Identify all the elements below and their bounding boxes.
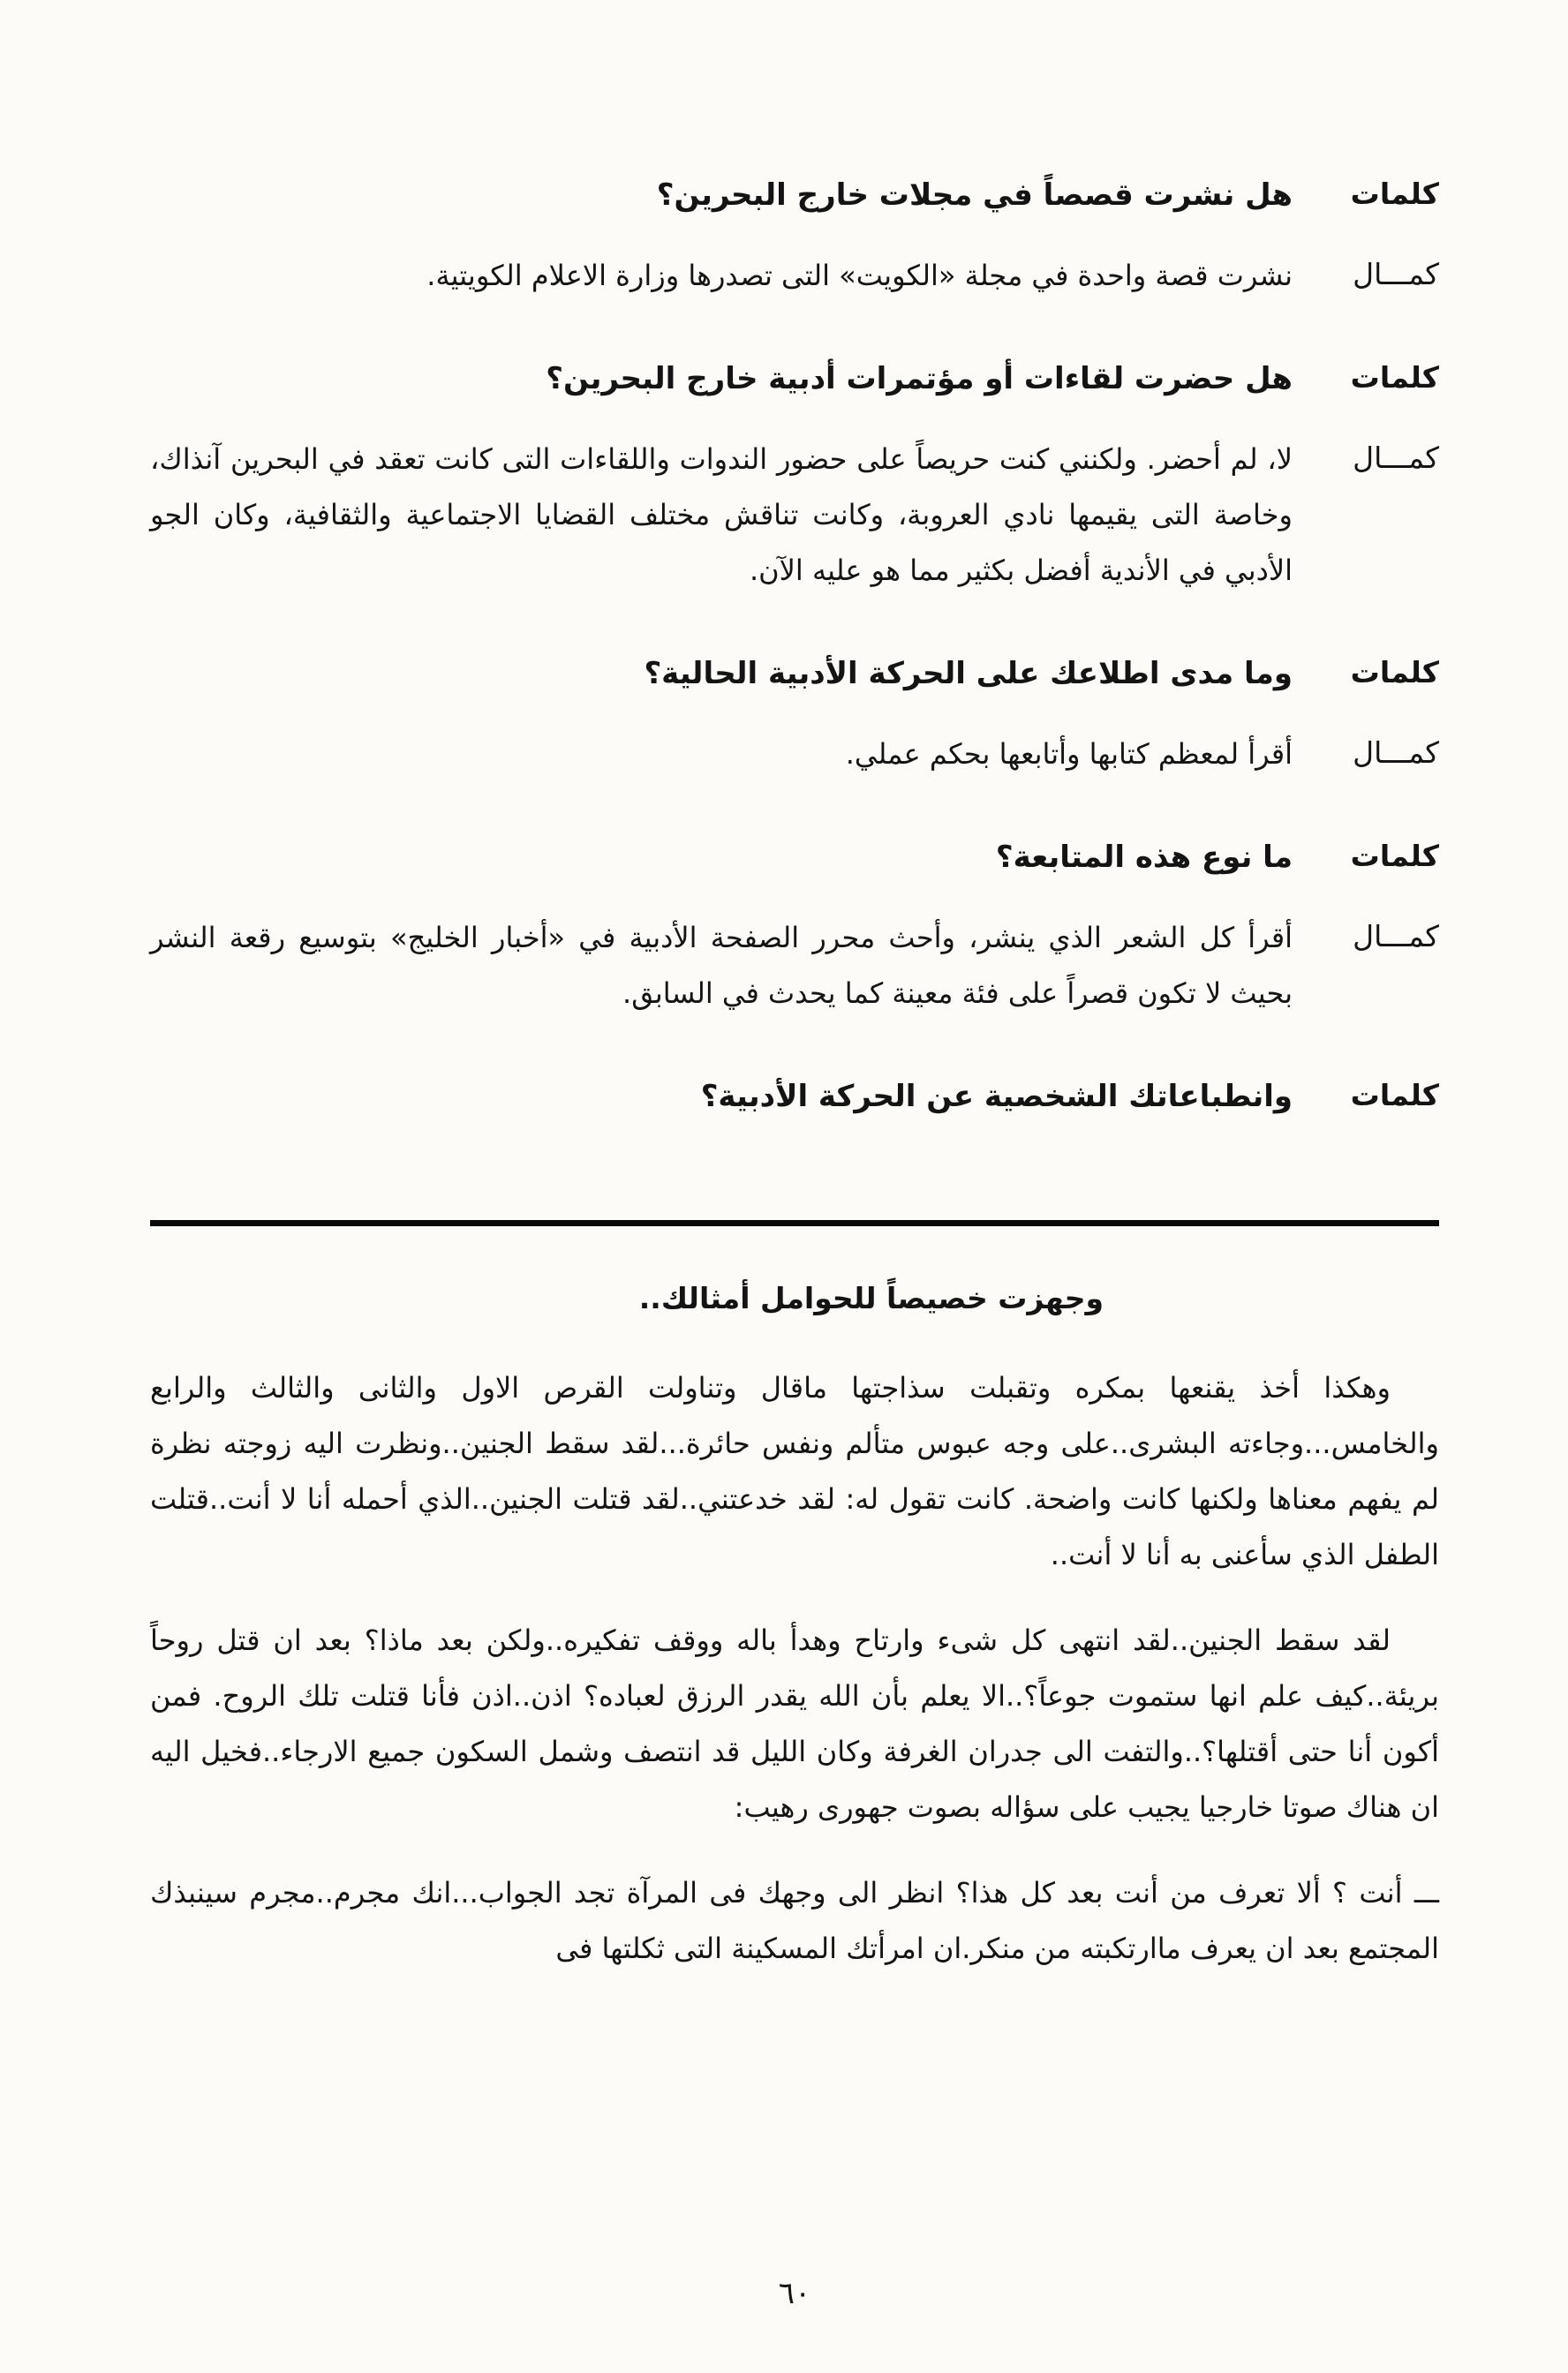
speaker-label: كلمات bbox=[1350, 655, 1439, 689]
qa-row bbox=[150, 830, 1439, 885]
speaker-label: كمـــال bbox=[1353, 441, 1439, 475]
speaker-label: كمـــال bbox=[1353, 735, 1439, 770]
section-divider bbox=[150, 1220, 1439, 1226]
qa-row bbox=[150, 646, 1439, 702]
story-paragraph: لقد سقط الجنين..لقد انتهى كل شىء وارتاح وهدأ باله ووقف تفكيره..ولكن بعد ماذا؟ بعد ان قتل روحاً بريئة..كيف علم انها ستموت جوعاً؟..الا يعلم بأن الله يقدر الرزق لعباده؟ اذن..اذن فأنا قتلت تلك الروح. فمن أكون أنا حتى أقتلها؟..والتفت الى جدران الغرفة وكان الليل قد انتصف وشمل السكون جميع الارجاء..فخيل اليه ان هناك صوتا خارجيا يجيب على سؤاله بصوت جهورى رهيب: bbox=[150, 1623, 1439, 1824]
qa-row bbox=[150, 351, 1439, 407]
qa-row bbox=[150, 910, 1439, 1021]
question-text: هل نشرت قصصاً في مجلات خارج البحرين؟ bbox=[656, 177, 1293, 213]
answer-text: أقرأ لمعظم كتابها وأتابعها بحكم عملي. bbox=[845, 737, 1293, 771]
speaker-label: كلمات bbox=[1350, 360, 1439, 395]
question-text: ما نوع هذه المتابعة؟ bbox=[995, 840, 1293, 875]
qa-row bbox=[150, 1069, 1439, 1125]
question-text: هل حضرت لقاءات أو مؤتمرات أدبية خارج البحرين؟ bbox=[546, 361, 1293, 396]
answer-text: أقرأ كل الشعر الذي ينشر، وأحث محرر الصفحة الأدبية في «أخبار الخليج» بتوسيع رقعة النشر بحيث لا تكون قصراً على فئة معينة كما يحدث في السابق. bbox=[150, 921, 1293, 1010]
qa-row bbox=[150, 168, 1439, 223]
answer-text: نشرت قصة واحدة في مجلة «الكويت» التى تصدرها وزارة الاعلام الكويتية. bbox=[426, 259, 1293, 292]
speaker-label: كلمات bbox=[1350, 1078, 1439, 1112]
qa-row bbox=[150, 727, 1439, 782]
speaker-label: كمـــال bbox=[1353, 919, 1439, 953]
qa-row bbox=[150, 248, 1439, 304]
story-paragraph-dialogue: ـــ أنت ؟ ألا تعرف من أنت بعد كل هذا؟ انظر الى وجهك فى المرآة تجد الجواب...انك مجرم..مجرم سينبذك المجتمع بعد ان يعرف ماارتكبته من منكر.ان امرأتك المسكينة التى ثكلتها فى bbox=[150, 1876, 1439, 1965]
interview-section bbox=[150, 168, 1439, 1125]
story-title: وجهزت خصيصاً للحوامل أمثالك.. bbox=[638, 1281, 1104, 1315]
page-number: ٦٠ bbox=[778, 2276, 811, 2311]
question-text: وانطباعاتك الشخصية عن الحركة الأدبية؟ bbox=[700, 1079, 1293, 1114]
qa-row bbox=[150, 432, 1439, 599]
answer-text: لا، لم أحضر. ولكنني كنت حريصاً على حضور الندوات واللقاءات التى كانت تعقد في البحرين آنذاك، وخاصة التى يقيمها نادي العروبة، وكانت تناقش مختلف القضايا الاجتماعية والثقافية، وكان الجو الأدبي في الأندية أفضل بكثير مما هو عليه الآن. bbox=[150, 442, 1293, 587]
story-section bbox=[150, 1272, 1439, 1977]
question-text: وما مدى اطلاعك على الحركة الأدبية الحالية؟ bbox=[644, 656, 1293, 691]
story-paragraph: وهكذا أخذ يقنعها بمكره وتقبلت سذاجتها ماقال وتناولت القرص الاول والثانى والثالث والرابع والخامس...وجاءته البشرى..على وجه عبوس متألم ونفس حائرة...لقد سقط الجنين..ونظرت اليه زوجته نظرة لم يفهم معناها ولكنها كانت واضحة. كانت تقول له: لقد خدعتني..لقد قتلت الجنين..الذي أحمله أنا لا أنت..قتلت الطفل الذي سأعنى به أنا لا أنت.. bbox=[150, 1371, 1439, 1571]
speaker-label: كلمات bbox=[1350, 177, 1439, 211]
speaker-label: كمـــال bbox=[1353, 257, 1439, 291]
speaker-label: كلمات bbox=[1350, 839, 1439, 873]
